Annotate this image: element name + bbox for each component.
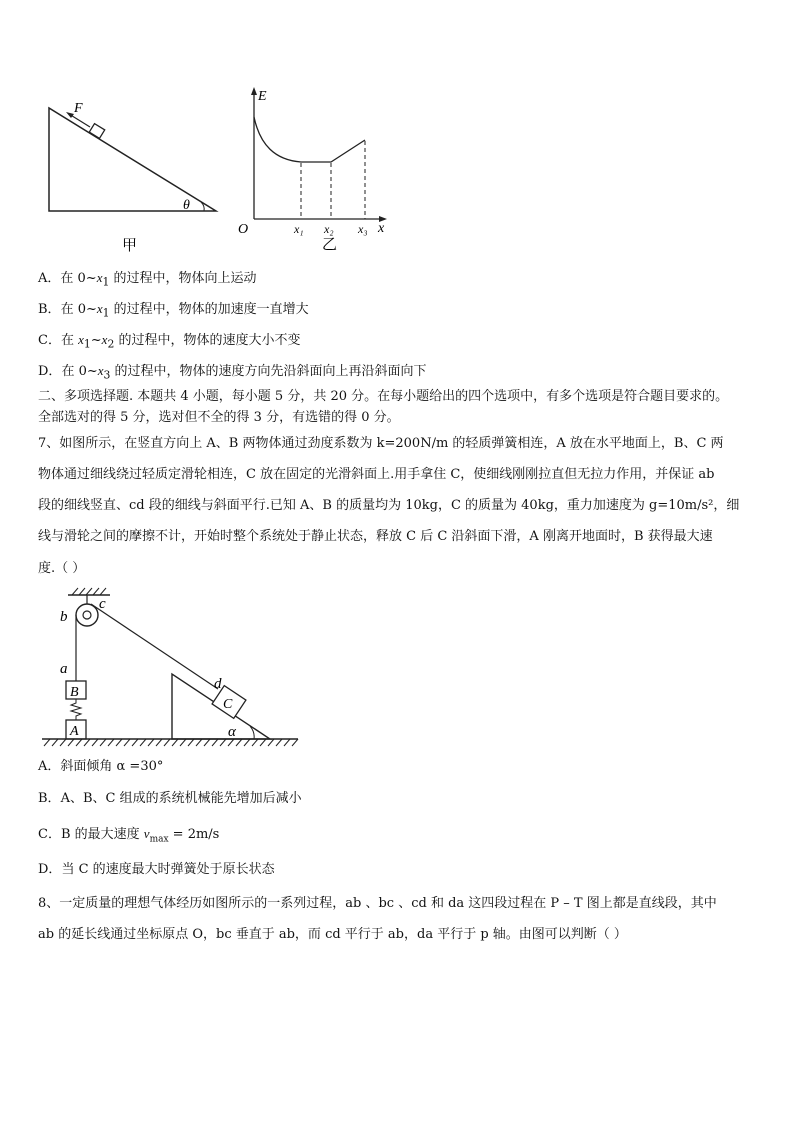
caption-yi: 乙 <box>322 237 338 253</box>
q7-line4: 线与滑轮之间的摩擦不计，开始时整个系统处于静止状态，释放 C 后 C 沿斜面下滑，A 刚离开地面时，B 获得最大速 <box>38 529 713 544</box>
section2-line1: 二、多项选择题. 本题共 4 小题，每小题 5 分，共 20 分。在每小题给出的四个选项中，有多个选项是符合题目要求的。 <box>38 389 729 404</box>
spring <box>71 699 81 720</box>
q6-option-c: C．在 $x_1\sim x_2$ 的过程中，物体的速度大小不变 <box>38 332 301 351</box>
q6-option-d: D．在 $0\sim x_3$ 的过程中，物体的速度方向先沿斜面向上再沿斜面向下 <box>38 363 427 382</box>
y-axis-arrow <box>251 87 257 95</box>
q7-option-a: A．斜面倾角 α =30° <box>38 759 164 774</box>
label-c: c <box>99 596 106 612</box>
q8-line2: ab 的延长线通过坐标原点 O，bc 垂直于 ab，而 cd 平行于 ab，da 平行于 p 轴。由图可以判断（ ） <box>38 927 627 942</box>
q7-figure <box>38 585 303 750</box>
y-axis-label: E <box>258 89 267 104</box>
force-label: F <box>74 101 83 116</box>
tick-x1: x₁ <box>294 222 304 236</box>
label-a: a <box>60 661 68 677</box>
q7-option-c: C．B 的最大速度 $v_{max} = 2m/s$ <box>38 826 220 845</box>
caption-jia: 甲 <box>122 238 138 254</box>
q7-line2: 物体通过细线绕过轻质定滑轮相连，C 放在固定的光滑斜面上.用手拿住 C，使细线刚刚拉直但无拉力作用，并保证 ab <box>38 467 715 482</box>
ground-hatch <box>44 739 298 746</box>
section2-line2: 全部选对的得 5 分，选对但不全的得 3 分，有选错的得 0 分。 <box>38 410 400 425</box>
energy-curve <box>254 117 365 162</box>
q7-line1: 7、如图所示，在竖直方向上 A、B 两物体通过劲度系数为 k=200N/m 的轻质弹簧相连，A 放在水平地面上，B、C 两 <box>38 436 724 451</box>
q7-option-b: B．A、B、C 组成的系统机械能先增加后减小 <box>38 791 302 806</box>
angle-label: θ <box>183 198 190 213</box>
label-d: d <box>214 676 222 692</box>
x-axis-label: x <box>378 221 385 236</box>
q6-option-b: B．在 $0\sim x_1$ 的过程中，物体的加速度一直增大 <box>38 301 309 320</box>
q6-option-a: A．在 $0\sim x_1$ 的过程中，物体向上运动 <box>38 270 257 289</box>
label-b: b <box>60 609 68 625</box>
incline-triangle <box>49 108 216 211</box>
q8-line1: 8、一定质量的理想气体经历如图所示的一系列过程，ab 、bc 、cd 和 da 这四段过程在 P – T 图上都是直线段，其中 <box>38 896 717 911</box>
alpha-label: α <box>228 724 236 740</box>
pulley-axle <box>83 611 91 619</box>
q7-line3: 段的细线竖直、cd 段的细线与斜面平行.已知 A、B 的质量均为 10kg，C 的质量为 40kg，重力加速度为 g=10m/s²，细 <box>38 498 740 513</box>
origin-label: O <box>238 222 249 237</box>
ceiling-hatch <box>72 588 106 595</box>
label-block-b: B <box>70 685 79 700</box>
tick-x2: x₂ <box>324 222 334 236</box>
figure-jia <box>38 95 228 255</box>
string-cd <box>91 604 218 689</box>
q7-line5: 度.（ ） <box>38 561 86 576</box>
tick-x3: x₃ <box>358 222 368 236</box>
label-block-a: A <box>70 724 79 739</box>
block-on-incline <box>89 124 104 139</box>
label-block-c: C <box>223 697 233 712</box>
force-arrowhead <box>66 112 74 118</box>
figure-yi <box>235 85 400 255</box>
q7-option-d: D．当 C 的速度最大时弹簧处于原长状态 <box>38 862 275 877</box>
